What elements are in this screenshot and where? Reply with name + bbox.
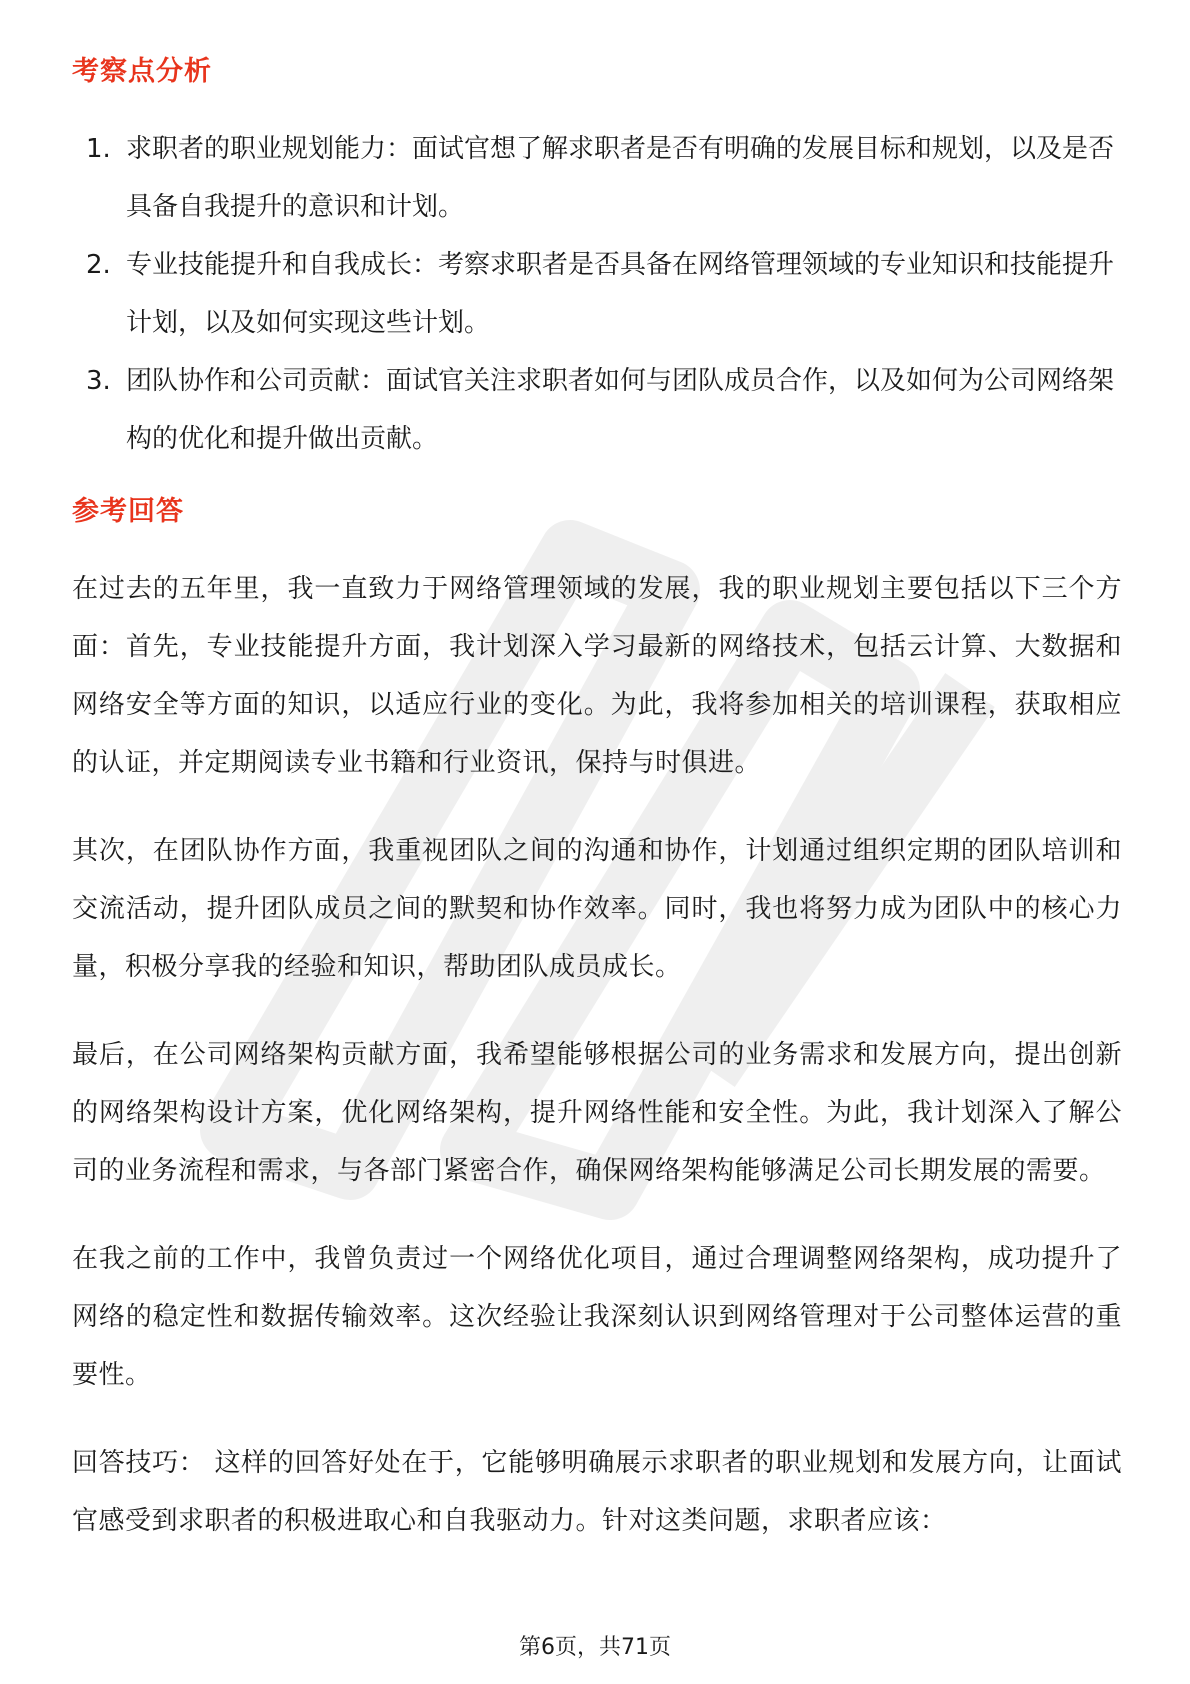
- list-item-text: 专业技能提升和自我成长：考察求职者是否具备在网络管理领域的专业知识和技能提升计划，以及如何实现这些计划。: [126, 250, 1115, 338]
- answer-paragraph: 在过去的五年里，我一直致力于网络管理领域的发展，我的职业规划主要包括以下三个方面：首先，专业技能提升方面，我计划深入学习最新的网络技术，包括云计算、大数据和网络安全等方面的知识，以适应行业的变化。为此，我将参加相关的培训课程，获取相应的认证，并定期阅读专业书籍和行业资讯，保持与时俱进。: [72, 574, 1122, 778]
- answer-heading: 参考回答: [72, 496, 184, 527]
- answer-tips-paragraph: 回答技巧： 这样的回答好处在于，它能够明确展示求职者的职业规划和发展方向，让面试官感受到求职者的积极进取心和自我驱动力。针对这类问题，求职者应该：: [72, 1448, 1122, 1536]
- page-number: 第6页，共71页: [519, 1635, 671, 1660]
- list-item-text: 团队协作和公司贡献：面试官关注求职者如何与团队成员合作，以及如何为公司网络架构的优化和提升做出贡献。: [126, 366, 1115, 454]
- list-item: [72, 352, 1122, 468]
- list-item: [72, 120, 1122, 236]
- list-item-number: 3.: [86, 366, 111, 396]
- answer-paragraph: 其次，在团队协作方面，我重视团队之间的沟通和协作，计划通过组织定期的团队培训和交流活动，提升团队成员之间的默契和协作效率。同时，我也将努力成为团队中的核心力量，积极分享我的经验和知识，帮助团队成员成长。: [72, 836, 1122, 982]
- list-item-number: 2.: [86, 250, 111, 280]
- list-item-number: 1.: [86, 134, 111, 164]
- list-item-text: 求职者的职业规划能力：面试官想了解求职者是否有明确的发展目标和规划，以及是否具备自我提升的意识和计划。: [126, 134, 1115, 222]
- analysis-list: [72, 120, 1122, 468]
- answer-paragraph: 在我之前的工作中，我曾负责过一个网络优化项目，通过合理调整网络架构，成功提升了网络的稳定性和数据传输效率。这次经验让我深刻认识到网络管理对于公司整体运营的重要性。: [72, 1244, 1122, 1390]
- list-item: [72, 236, 1122, 352]
- answer-body: [72, 560, 1122, 1580]
- analysis-heading: 考察点分析: [72, 56, 212, 87]
- answer-paragraph: 最后，在公司网络架构贡献方面，我希望能够根据公司的业务需求和发展方向，提出创新的网络架构设计方案，优化网络架构，提升网络性能和安全性。为此，我计划深入了解公司的业务流程和需求，与各部门紧密合作，确保网络架构能够满足公司长期发展的需要。: [72, 1040, 1122, 1186]
